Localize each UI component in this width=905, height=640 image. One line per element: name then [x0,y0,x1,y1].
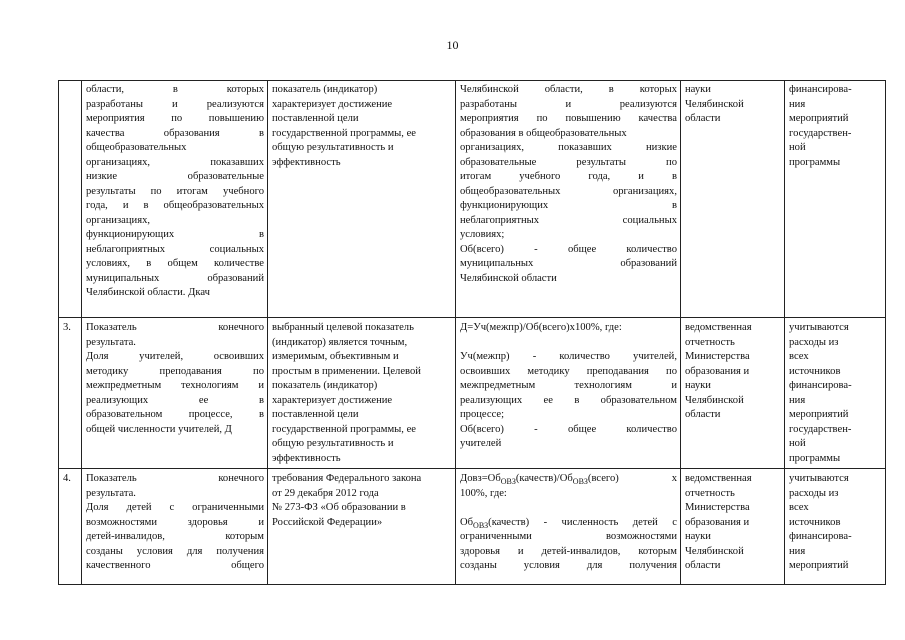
text-line: ведомственная [685,473,752,484]
definition-line: $Об_{ОВЗ}(качеств)$ - численность детей с [460,516,677,530]
text-line: учителей [460,438,502,449]
text-line: науки [685,380,711,391]
text-line: государственной программы, ее [272,127,416,139]
text-line: процессе; [460,409,505,420]
text-line: эффективность [272,156,341,168]
formula-line: $Довз=Об_{ОВЗ}(качеств)/Об_{ОВЗ}(всего)$ х [460,473,677,487]
text-line: Доля детей с ограниченными [86,502,264,513]
row-number-cell [59,81,82,318]
text-line: учитываются [789,322,849,333]
indicator-name-cell [82,81,268,318]
indicator-justification-cell [268,318,456,469]
formula-rest-lines [460,487,677,516]
text-line: межпредметным технологиям и [460,380,677,391]
text-line: неблагоприятных социальных [86,243,264,255]
calculation-method-cell [456,81,681,318]
text-line: эффективность [272,452,341,464]
data-source-cell [681,81,785,318]
text-line: общей численности учителей, Д [86,423,232,435]
text-line: года, и в общеобразовательных [86,200,264,211]
expenses-cell [785,318,886,469]
text-line: Об(всего) - общее количество [460,243,677,255]
text-line: образовательном процессе, в [86,409,264,420]
text-line: Челябинской области, в которых [460,84,677,95]
text-line [460,501,677,516]
text-line: мероприятий [789,113,849,124]
text-line: характеризует достижение [272,394,393,406]
text-line: Министерства [685,502,750,513]
text-line: реализующих ее в образовательном [460,394,677,406]
text-line: качественного общего [86,560,264,571]
text-line: общеобразовательных организациях, [460,185,677,197]
indicator-justification-cell [268,81,456,318]
table-row [59,469,886,585]
text-line: Российской Федерации» [272,516,383,528]
text-line: итогам учебного года, и в [460,171,677,182]
text-line: детей-инвалидов, которым [86,531,264,542]
text-line: мероприятия по повышению качества [460,113,677,124]
text-line: образовательные результаты по [460,156,677,168]
text-line: Показатель конечного [86,322,264,333]
text-line: муниципальных образований [86,272,264,284]
text-line: финансирова- [789,531,852,542]
text-line: реализующих ее в [86,394,264,406]
text-line: (индикатор) является точным, [272,336,408,348]
text-line: всех [789,502,809,513]
text-line: ния [789,394,806,406]
expenses-cell [785,469,886,585]
text-line: области, в которых [86,84,264,95]
indicators-table [58,80,886,585]
text-line: учитываются [789,473,849,484]
text-line: мероприятий [789,560,849,571]
text-line: № 273-ФЗ «Об образовании в [272,502,406,513]
text-line: Показатель конечного [86,473,264,484]
calculation-method-cell [456,318,681,469]
text-line: условиях, в общем количестве [86,258,264,269]
row-number-cell: 3. [59,318,82,469]
text-line: области [685,113,721,124]
text-line: финансирова- [789,84,852,95]
text-line: 100%, где: [460,487,507,499]
text-line: Министерства [685,351,750,362]
text-line: созданы условия для получения [86,545,264,557]
text-line: Челябинской области [460,272,557,284]
text-line: источников [789,365,841,377]
text-line: ведомственная [685,322,752,333]
text-line: функционирующих в [86,229,264,240]
definition-rest-lines [460,530,677,574]
text-line: государственной программы, ее [272,423,416,435]
row-number-cell: 4. [59,469,82,585]
text-line: качества образования в [86,127,264,139]
text-line: измеримым, объективным и [272,351,399,362]
text-line: здоровья и детей-инвалидов, которым [460,545,677,557]
text-line: организациях, показавших [86,156,264,168]
text-line: методику преподавания по [86,365,264,377]
indicator-name-cell [82,469,268,585]
text-line: показатель (индикатор) [272,380,378,391]
text-line: Челябинской [685,545,744,557]
text-line: государствен- [789,423,852,435]
text-line: отчетность [685,336,735,348]
text-line: общеобразовательных [86,142,187,153]
text-line: ния [789,545,806,557]
text-line: неблагоприятных социальных [460,214,677,226]
text-line: Об(всего) - общее количество [460,423,677,435]
text-line: от 29 декабря 2012 года [272,487,379,499]
text-line: расходы из [789,336,839,348]
text-line: простым в применении. Целевой [272,365,421,377]
text-line: освоивших методику преподавания по [460,365,677,377]
text-line: поставленной цели [272,409,359,420]
text-line: Челябинской [685,98,744,110]
text-line: возможностями здоровья и [86,516,264,528]
text-line: общую результативность и [272,438,394,449]
text-line: результата. [86,336,136,348]
expenses-cell [785,81,886,318]
calculation-method-cell [456,469,681,585]
text-line: организациях, [86,214,151,226]
text-line: требования Федерального закона [272,473,422,484]
text-line: науки [685,531,711,542]
text-line: общую результативность и [272,142,394,153]
text-line: ограниченными возможностями [460,531,677,542]
text-line: организациях, показавших низкие [460,142,677,153]
text-line: муниципальных образований [460,258,677,269]
data-source-cell [681,318,785,469]
text-line [460,336,677,351]
text-line: разработаны и реализуются [86,98,264,110]
text-line: отчетность [685,487,735,499]
text-line: Д=Уч(межпр)/Об(всего)х100%, где: [460,322,622,333]
table-row [59,81,886,318]
text-line: расходы из [789,487,839,499]
page-number: 10 [446,38,459,52]
text-line: программы [789,156,841,168]
text-line: мероприятий [789,409,849,420]
text-line: созданы условия для получения [460,560,677,571]
text-line: Доля учителей, освоивших [86,351,264,362]
text-line: мероприятия по повышению [86,113,264,124]
text-line: ной [789,438,806,449]
text-line: области [685,560,721,571]
text-line: всех [789,351,809,362]
text-line: программы [789,452,841,464]
text-line: результата. [86,487,136,499]
data-source-cell [681,469,785,585]
text-line: образования и [685,516,750,528]
text-line: образования и [685,365,750,377]
text-line: условиях; [460,229,505,240]
text-line: Челябинской [685,394,744,406]
indicator-justification-cell [268,469,456,585]
text-line: функционирующих в [460,200,677,211]
text-line: государствен- [789,127,852,139]
table-row [59,318,886,469]
text-line: ния [789,98,806,110]
text-line: характеризует достижение [272,98,393,110]
text-line: Челябинской области. Дкач [86,287,210,298]
text-line: результаты по итогам учебного [86,185,264,197]
text-line: ной [789,142,806,153]
text-line: Уч(межпр) - количество учителей, [460,351,677,362]
text-line: образования в общеобразовательных [460,127,627,139]
text-line: низкие образовательные [86,171,264,182]
text-line: источников [789,516,841,528]
text-line: межпредметным технологиям и [86,380,264,391]
indicator-name-cell [82,318,268,469]
text-line: выбранный целевой показатель [272,322,414,333]
text-line: разработаны и реализуются [460,98,677,110]
text-line: финансирова- [789,380,852,391]
text-line: области [685,409,721,420]
text-line: показатель (индикатор) [272,84,378,95]
text-line: науки [685,84,711,95]
text-line: поставленной цели [272,113,359,124]
